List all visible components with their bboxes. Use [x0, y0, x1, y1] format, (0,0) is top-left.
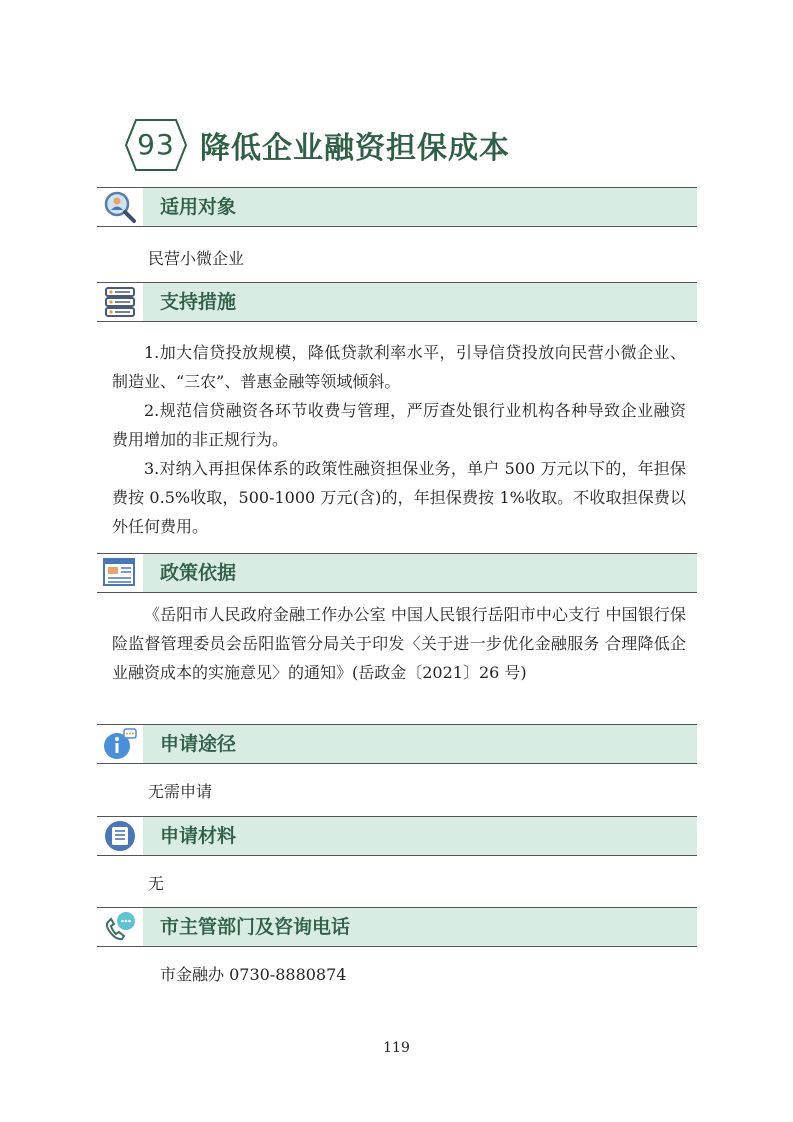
target-content: 民营小微企业 — [148, 249, 245, 268]
basis-content — [112, 600, 686, 687]
magnifier-person-icon — [97, 188, 143, 226]
section-header-basis — [97, 553, 697, 593]
section-heading: 申请材料 — [160, 825, 237, 847]
measure-paragraph: 3.对纳入再担保体系的政策性融资担保业务，单户 500 万元以下的，年担保费按 0.5%收取，500-1000 万元(含)的，年担保费按 1%收取。不收取担保费以外任何费用。 — [112, 459, 686, 536]
page-title: 降低企业融资担保成本 — [200, 131, 510, 166]
measure-paragraph: 1.加大信贷投放规模，降低贷款利率水平，引导信贷投放向民营小微企业、制造业、“三农”、普惠金融等领域倾斜。 — [112, 343, 686, 391]
section-header-materials — [97, 816, 697, 856]
section-heading: 申请途径 — [160, 733, 237, 755]
section-heading: 市主管部门及咨询电话 — [160, 916, 351, 938]
section-header-route — [97, 724, 697, 764]
contact-content: 市金融办 0730-8880874 — [160, 965, 347, 984]
route-content: 无需申请 — [148, 782, 213, 801]
list-document-icon — [97, 817, 143, 855]
materials-content: 无 — [148, 874, 165, 893]
document-browser-icon — [97, 554, 143, 592]
server-stack-icon — [97, 283, 143, 321]
page-title-block — [124, 117, 510, 173]
section-header-target — [97, 187, 697, 227]
page-number: 119 — [383, 1040, 410, 1056]
measures-content — [112, 338, 686, 541]
measure-paragraph: 2.规范信贷融资各环节收费与管理，严厉查处银行业机构各种导致企业融资费用增加的非正规行为。 — [112, 401, 686, 449]
section-heading: 支持措施 — [160, 291, 237, 313]
section-heading: 政策依据 — [160, 562, 237, 584]
info-chat-icon — [97, 725, 143, 763]
phone-chat-icon — [97, 908, 143, 946]
section-header-measures — [97, 282, 697, 322]
basis-paragraph: 《岳阳市人民政府金融工作办公室 中国人民银行岳阳市中心支行 中国银行保险监督管理委员会岳阳监管分局关于印发〈关于进一步优化金融服务 合理降低企业融资成本的实施意见〉的通知》(岳政金〔2021〕26 号) — [112, 605, 686, 682]
number-badge — [124, 117, 188, 173]
section-header-contact — [97, 907, 697, 947]
section-heading: 适用对象 — [160, 196, 237, 218]
number-badge-text: 93 — [137, 128, 175, 161]
